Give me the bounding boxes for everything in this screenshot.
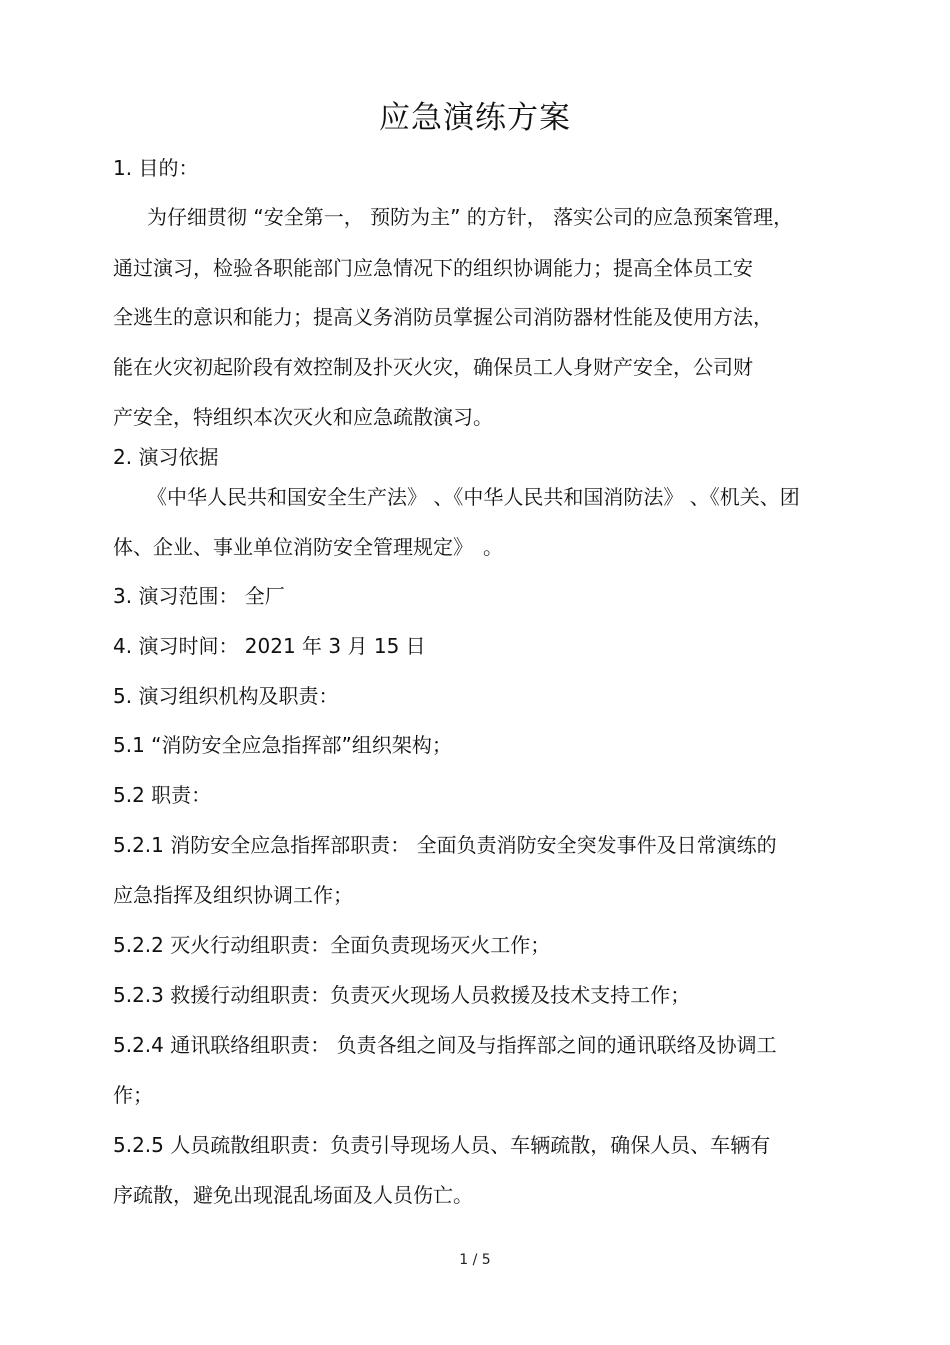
paragraph-line: 为仔细贯彻 “安全第一， 预防为主” 的方针， 落实公司的应急预案管理， <box>147 205 794 229</box>
section-heading-basis: 2. 演习依据 <box>113 445 219 469</box>
section-heading-time: 4. 演习时间： 2021 年 3 月 15 日 <box>113 634 426 658</box>
paragraph-line: 体、企业、事业单位消防安全管理规定》 。 <box>113 535 503 559</box>
paragraph-line: 产安全，特组织本次灭火和应急疏散演习。 <box>113 405 493 429</box>
paragraph-line: 通过演习，检验各职能部门应急情况下的组织协调能力；提高全体员工安 <box>113 256 753 280</box>
list-item: 5.2.5 人员疏散组职责：负责引导现场人员、车辆疏散，确保人员、车辆有 <box>113 1133 771 1157</box>
paragraph-line: 能在火灾初起阶段有效控制及扑灭火灾，确保员工人身财产安全，公司财 <box>113 355 753 379</box>
list-item: 5.2.3 救援行动组职责：负责灭火现场人员救援及技术支持工作； <box>113 983 691 1007</box>
list-item: 5.2.4 通讯联络组职责： 负责各组之间及与指挥部之间的通讯联络及协调工 <box>113 1033 777 1057</box>
list-item-continuation: 序疏散，避免出现混乱场面及人员伤亡。 <box>113 1183 473 1207</box>
subsection-heading: 5.2 职责： <box>113 783 212 807</box>
document-title: 应急演练方案 <box>379 100 571 136</box>
section-heading-scope: 3. 演习范围： 全厂 <box>113 584 285 608</box>
list-item-continuation: 作； <box>113 1083 153 1107</box>
subsection-heading: 5.1 “消防安全应急指挥部”组织架构； <box>113 733 452 757</box>
paragraph-line: 《中华人民共和国安全生产法》 、《中华人民共和国消防法》 、《机关、团 <box>147 485 800 509</box>
paragraph-line: 全逃生的意识和能力；提高义务消防员掌握公司消防器材性能及使用方法， <box>113 305 773 329</box>
section-heading-purpose: 1. 目的： <box>113 156 199 180</box>
section-heading-organization: 5. 演习组织机构及职责： <box>113 684 339 708</box>
list-item-continuation: 应急指挥及组织协调工作； <box>113 883 353 907</box>
list-item: 5.2.1 消防安全应急指挥部职责： 全面负责消防安全突发事件及日常演练的 <box>113 833 777 857</box>
list-item: 5.2.2 灭火行动组职责：全面负责现场灭火工作； <box>113 933 551 957</box>
page-number: 1 / 5 <box>459 1252 491 1268</box>
